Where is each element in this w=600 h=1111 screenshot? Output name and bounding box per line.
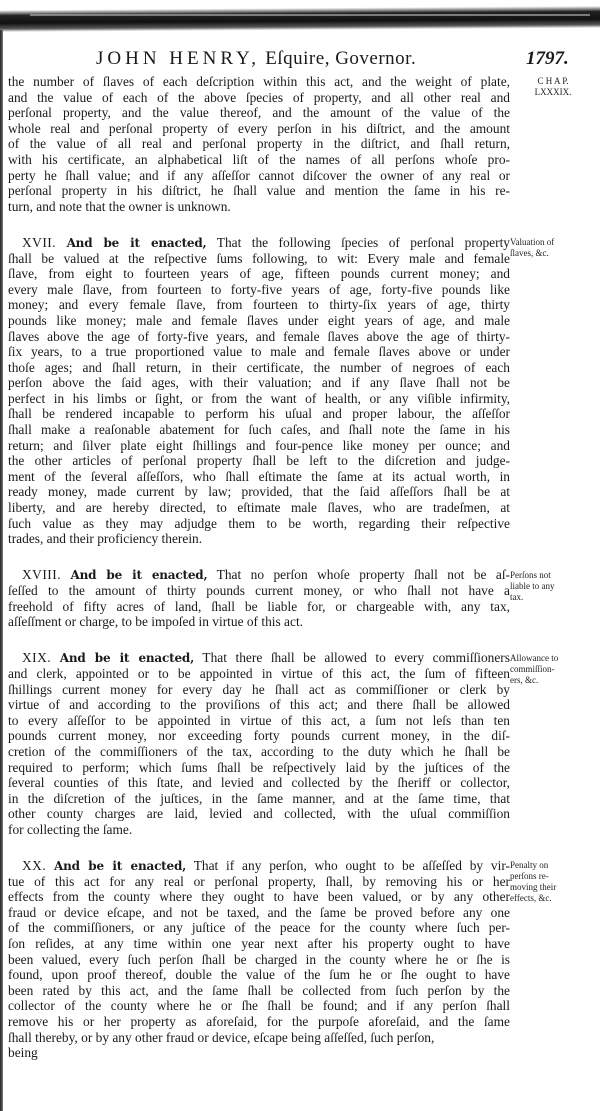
text-line: been valued, every ſuch perſon ſhall be charged in the county where he or ſhe is <box>8 951 510 967</box>
text-line: ſon reſides, at any time within one year next after his property ought to have <box>8 936 510 952</box>
text-line: collector of the county where he or ſhe ſhall be found; and if any perſon ſhall <box>8 998 510 1014</box>
text-line: to every aſſeſſor to be appointed in virtue of this act, a ſum not leſs than ten <box>8 712 510 728</box>
margin-note-penalty-on-removal <box>510 860 596 904</box>
text-line: effects from the county where they ought to have been valued, or by any other <box>8 889 510 905</box>
text-line: perty he ſhall value; and if any aſſeſſor cannot diſcover the owner of any real or <box>8 167 510 183</box>
margin-note-persons-not-liable <box>510 570 596 603</box>
text-line: ſix years, to a true proportioned value to male and female ſlaves above or under <box>8 344 510 360</box>
text-line: of the commiſſioners, or any juſtice of the peace for the county where ſuch per- <box>8 920 510 936</box>
margin-note-line: tax. <box>510 591 524 602</box>
text-line: found, upon proof thereof, double the value of the ſum he or ſhe ought to have <box>8 967 510 983</box>
line-text: That the following ſpecies of perſonal property <box>216 234 510 250</box>
running-head-rest: Eſquire, Governor. <box>260 48 417 69</box>
text-line: the other articles of perſonal property ſhall be left to the diſcretion and judge- <box>8 453 510 469</box>
text-line: remove his or her property as aforeſaid, for the purpoſe aforeſaid, and the ſame <box>8 1014 510 1030</box>
text-line: return; and ſilver plate eight ſhillings and four-pence like money per ounce; and <box>8 437 510 453</box>
binding-edge <box>0 30 3 1111</box>
margin-note-allowance-to-commissioners <box>510 653 596 686</box>
page-top-edge <box>30 14 590 16</box>
paragraph-xvii <box>8 235 510 547</box>
margin-note-line: Penalty on <box>510 860 549 871</box>
enacting-clause: And be it enacted, <box>59 651 195 666</box>
text-line: perſonal property, and the value thereof, and the amount of the value of the <box>8 105 510 121</box>
margin-note-line: perſons re- <box>510 871 549 882</box>
text-line <box>8 235 510 251</box>
text-line: of the value of all real and perſonal property in the diſtrict, and ſhall return, <box>8 136 510 152</box>
paragraph-xx <box>8 858 510 1061</box>
text-line: in the diſcretion of the juſtices, in the ſame manner, and at the ſame time, that <box>8 790 510 806</box>
text-line: virtue of and according to the proviſions of this act; and there ſhall be allowed <box>8 697 510 713</box>
text-line: tue of this act for any real or perſonal property, ſhall, by removing his or her <box>8 873 510 889</box>
text-line: turn, and note that the owner is unknown. <box>8 198 231 214</box>
text-line <box>8 858 510 874</box>
text-line: ſhall make a reaſonable abatement for ſuch caſes, and ſhall note the ſame in his <box>8 422 510 438</box>
text-line: ready money, made current by law; provided, that the ſaid aſſeſſors ſhall be at <box>8 484 510 500</box>
text-line: thoſe ages; and ſhall return, in their certificate, the number of negroes of each <box>8 359 510 375</box>
text-line: ment of the ſeveral aſſeſſors, who ſhall eſtimate the ſame at its actual worth, in <box>8 468 510 484</box>
text-line: liberty, and are hereby directed, to eſtimate male ſlaves, who are tradeſmen, at <box>8 500 510 516</box>
text-line: other county charges are laid, levied and collected, with the uſual commiſſion <box>8 806 510 822</box>
text-line: freehold of fifty acres of land, ſhall be liable for, or chargeable with, any tax, <box>8 598 510 614</box>
enacting-clause: And be it enacted, <box>54 859 187 874</box>
margin-note-line: effects, &c. <box>510 893 552 904</box>
text-line: perſon above the ſaid ages, with their valuation; and if any ſlave ſhall not be <box>8 375 510 391</box>
line-text: That if any perſon, who ought to be aſſeſſed by vir- <box>193 858 510 874</box>
paragraph-xviii <box>8 567 510 629</box>
text-line: ſhillings current money for every day he ſhall act as commiſſioner or clerk by <box>8 681 510 697</box>
margin-note-line: liable to any <box>510 580 555 591</box>
text-line <box>8 567 510 583</box>
line-text: That there ſhall be allowed to every commiſſioners <box>202 650 510 666</box>
text-line: trades, and their proficiency therein. <box>8 531 203 547</box>
text-line: ſlaves above the age of forty-five years, and female ſlaves above the age of thirty- <box>8 328 510 344</box>
line-text: That no perſon whoſe property ſhall not be aſ- <box>216 567 510 583</box>
year: 1797. <box>526 48 569 69</box>
margin-note-line: C H A P. <box>537 76 569 86</box>
margin-note-line: ſlaves, &c. <box>510 248 549 258</box>
text-line: been rated by this act, and the ſame ſhall be collected from ſuch perſon by the <box>8 982 510 998</box>
margin-note-line: Perſons not <box>510 569 551 580</box>
text-line: the number of ſlaves of each deſcription within this act, and the weight of plate, <box>8 74 510 89</box>
text-line: fraud or device eſcape, and not be taxed, and the ſame be proved before any one <box>8 904 510 920</box>
text-line: with his certificate, an alphabetical liſt of the names of all perſons whoſe pro- <box>8 151 510 167</box>
running-head-name: JOHN HENRY, <box>96 48 261 69</box>
margin-note-line: moving their <box>510 882 557 893</box>
text-line: every male ſlave, from fourteen to forty-five years of age, forty-five pounds like <box>8 281 510 297</box>
enacting-clause: And be it enacted, <box>70 568 208 583</box>
text-line: required to perform; which ſums ſhall be reſpectively laid by the juſtices of the <box>8 759 510 775</box>
text-line: pounds current money, nor exceeding forty pounds current money, in the diſ- <box>8 728 510 744</box>
margin-note-line: ers, &c. <box>510 674 539 685</box>
section-number: XX. <box>22 858 47 874</box>
text-line <box>8 650 510 666</box>
text-line: pounds like money; male and female ſlaves under eight years of age, and male <box>8 312 510 328</box>
text-line: and clerk, appointed or to be appointed in virtue of this act, the ſum of fifteen <box>8 665 510 681</box>
text-line: ſlave, from eight to fourteen years of age, fifteen pounds current money; and <box>8 266 510 282</box>
margin-note-valuation-of-slaves <box>510 237 596 259</box>
text-line: perfect in his limbs or ſight, or from the want of health, or any viſible infirmity, <box>8 390 510 406</box>
text-line: ſhall thereby, or by any other fraud or device, eſcape being aſſeſſed, ſuch perſon, <box>8 1029 435 1045</box>
text-line: money; and every female ſlave, from fourteen to thirty-ſix years of age, thirty <box>8 297 510 313</box>
catchword: being <box>8 1045 38 1061</box>
body-text-column <box>8 74 510 1081</box>
text-line: ſeſſed to the amount of thirty pounds current money, or who ſhall not have a <box>8 583 510 598</box>
text-line: ſhall be valued at the reſpective ſums following, to wit: Every male and female <box>8 250 510 266</box>
margin-note-line: commiſſion- <box>510 663 555 674</box>
text-line: ſuch value as they may adjudge them to be worth, regarding their reſpective <box>8 515 510 531</box>
text-line: ſhall be rendered incapable to perform his uſual and proper labour, the aſſeſſor <box>8 406 510 422</box>
section-number: XVIII. <box>22 567 62 583</box>
text-line: aſſeſſment or charge, to be impoſed in virtue of this act. <box>8 614 304 630</box>
text-line: ſeveral counties of this ſtate, and levied and collected by the ſheriff or collector, <box>8 775 510 791</box>
margin-note-line: Valuation of <box>510 237 555 247</box>
text-line: whole real and perſonal property of every perſon in his diſtrict, and the amount <box>8 120 510 136</box>
text-line: for collecting the ſame. <box>8 821 133 837</box>
text-line: perſonal property in his diſtrict, he ſhall value and mention the ſame in his re- <box>8 183 510 199</box>
chapter-label <box>510 76 596 98</box>
margin-note-line: LXXXIX. <box>534 87 572 97</box>
paragraph-continuation <box>8 74 510 214</box>
text-line: cretion of the commiſſioners of the tax, according to the duty which he ſhall be <box>8 743 510 759</box>
section-number: XIX. <box>22 650 52 666</box>
section-number: XVII. <box>22 234 57 250</box>
enacting-clause: And be it enacted, <box>66 235 207 250</box>
margin-note-line: Allowance to <box>510 652 559 663</box>
page-top-shadow <box>0 6 600 32</box>
running-head <box>96 48 416 70</box>
text-line: and the value of each of the above ſpecies of property, and all other real and <box>8 89 510 105</box>
paragraph-xix <box>8 650 510 837</box>
